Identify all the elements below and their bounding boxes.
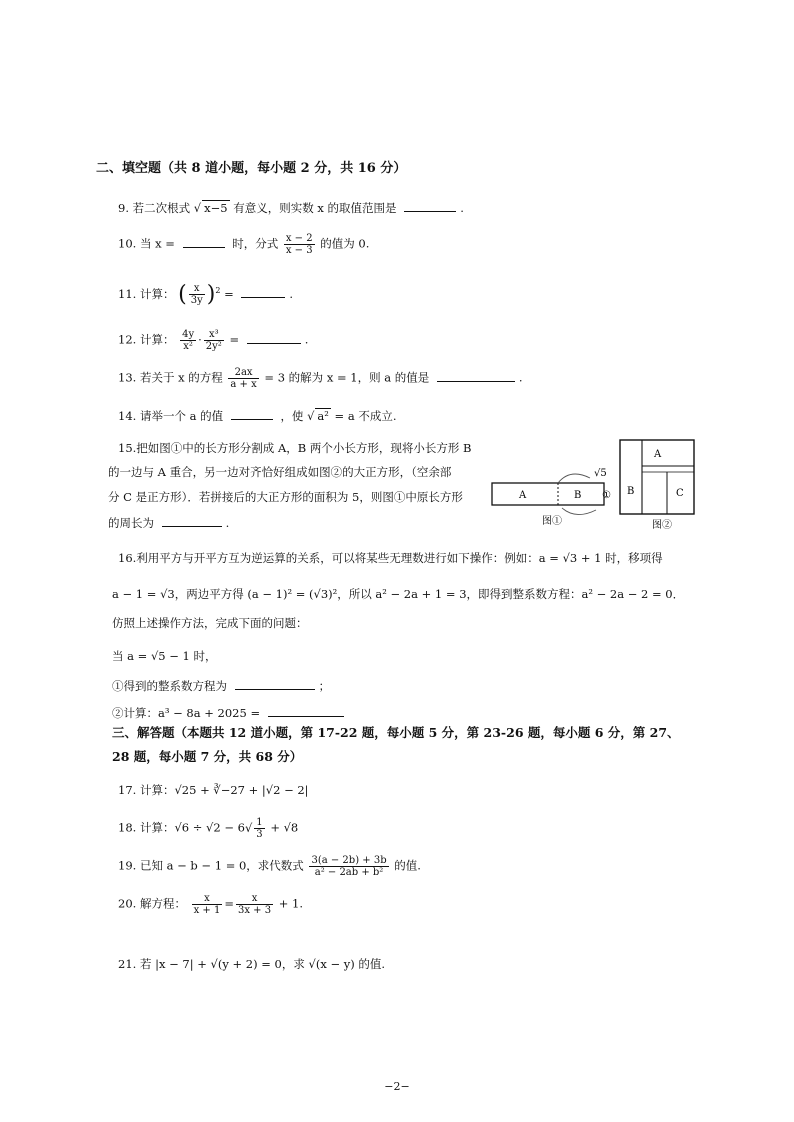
fig1-label-b: B	[574, 490, 582, 501]
q12-fraction-2	[204, 329, 224, 352]
q11-text-a: 计算：	[139, 286, 175, 301]
question-20	[118, 893, 303, 916]
question-19	[118, 855, 421, 878]
q19-numerator: 3(a − 2b) + 3b	[311, 855, 387, 866]
q17-text: 计算：√25 + ∛−27 + |√2 − 2|	[139, 783, 309, 797]
q9-text-b: 有意义，则实数 x 的取值范围是	[233, 201, 397, 215]
q11-fraction	[189, 283, 205, 306]
q16-line-1-text: 利用平方与开平方互为逆运算的关系，可以将某些无理数进行如下操作：例如：a = √3 + 1 时，移项得	[136, 551, 663, 565]
q12-dot: ·	[198, 332, 202, 347]
q19-text-b: 的值.	[394, 858, 421, 873]
q15-figure-1	[486, 458, 616, 528]
question-13	[118, 367, 523, 390]
q9-number: 9.	[118, 201, 129, 215]
q12-end: .	[304, 332, 309, 347]
q12-f1-denominator: x²	[183, 341, 193, 352]
q18-denominator: 3	[256, 829, 263, 840]
q16-line-1	[118, 550, 663, 566]
q14-text-c: = a 不成立.	[334, 409, 397, 423]
q20-text-a: 解方程：	[139, 896, 186, 911]
question-12	[118, 329, 308, 352]
q18-fraction	[254, 817, 264, 840]
q19-text-a: 已知 a − b − 1 = 0，求代数式	[139, 858, 304, 873]
question-10	[118, 233, 369, 256]
q12-f2-denominator: 2y²	[205, 341, 222, 352]
q16-sub-1-end: ；	[318, 679, 331, 693]
fig1-note: √5	[594, 468, 607, 479]
page-number: −2−	[384, 1080, 410, 1093]
q11-end: .	[289, 286, 294, 301]
q20-f2-numerator: x	[236, 893, 273, 905]
q15-line-2: 的一边与 A 重合，另一边对齐恰好组成如图②的大正方形，（空余部	[108, 465, 452, 479]
q20-f1-numerator: x	[192, 893, 223, 905]
question-21	[118, 956, 385, 972]
q16-sub-2-text: ②计算：a³ − 8a + 2025 =	[112, 706, 261, 720]
q13-fraction	[228, 367, 258, 390]
q18-numerator: 1	[256, 817, 263, 828]
q18-radical: √ $\frac{1}{3}$	[244, 817, 263, 840]
q12-text-b: =	[229, 332, 240, 347]
q11-text-b: =	[224, 286, 234, 301]
q16-sub-1	[112, 677, 330, 694]
q11-power: 2	[215, 286, 221, 295]
q14-text-b: ，使	[280, 409, 304, 423]
q16-line-2: a − 1 = √3，两边平方得 (a − 1)² = (√3)²，所以 a² − 2a + 1 = 3，即得到整系数方程：a² − 2a − 2 = 0．	[112, 587, 685, 601]
q14-radicand: a²	[317, 409, 329, 423]
q21-number: 21.	[118, 957, 137, 971]
q13-end: .	[518, 370, 523, 385]
q10-fraction	[284, 233, 315, 256]
q12-text-a: 计算：	[139, 332, 175, 347]
q18-text-b: + √8	[270, 820, 299, 835]
fig2-label-c: C	[676, 488, 684, 499]
q21-text: 若 |x − 7| + √(y + 2) = 0，求 √(x − y) 的值.	[139, 957, 386, 971]
q10-numerator: x − 2	[285, 233, 313, 244]
fig1-label-a: A	[519, 490, 527, 501]
fig2-label-a: A	[654, 449, 662, 460]
q9-radical: √ x−5	[193, 201, 228, 215]
q20-fraction-2	[236, 893, 273, 916]
q11-answer-blank[interactable]	[241, 285, 285, 298]
question-18	[118, 817, 298, 840]
q18-number: 18.	[118, 820, 137, 835]
q10-number: 10.	[118, 236, 137, 251]
q14-radical: √ a²	[307, 409, 329, 423]
q14-number: 14.	[118, 409, 137, 423]
q12-f2-numerator: x³	[204, 329, 224, 341]
fig2-caption: 图②	[652, 520, 672, 531]
fig1-rectangle	[492, 483, 604, 505]
fig1-sketch-arc-bottom	[562, 508, 596, 515]
q13-text-a: 若关于 x 的方程	[139, 370, 223, 385]
q14-answer-blank[interactable]	[231, 407, 273, 420]
q16-sub-1-blank[interactable]	[235, 677, 315, 690]
q10-answer-blank[interactable]	[183, 235, 225, 248]
q15-line-3: 分 C 是正方形）．若拼接后的大正方形的面积为 5，则图①中原长方形	[108, 490, 463, 504]
q15-line-4-text: 的周长为	[108, 516, 154, 530]
q12-answer-blank[interactable]	[247, 331, 301, 344]
question-14	[118, 407, 397, 424]
q13-numerator: 2ax	[228, 367, 258, 379]
q10-denominator: x − 3	[285, 245, 313, 256]
q12-fraction-1	[180, 329, 196, 352]
fig1-caption: 图①	[542, 516, 562, 527]
q11-number: 11.	[118, 286, 137, 301]
q16-sub-2	[112, 704, 348, 721]
q13-number: 13.	[118, 370, 137, 385]
q15-line-4	[108, 514, 229, 531]
q11-right-paren: )	[206, 281, 216, 307]
q12-f1-numerator: 4y	[182, 329, 195, 340]
question-17	[118, 782, 309, 798]
q9-answer-blank[interactable]	[404, 199, 456, 212]
section-3-title-line-2: 28 题，每小题 7 分，共 68 分）	[112, 749, 303, 764]
q16-line-3: 仿照上述操作方法，完成下面的问题：	[112, 616, 308, 630]
q20-f1-denominator: x + 1	[193, 905, 221, 916]
fig1-circle-mark: ①	[602, 490, 611, 501]
fig1-sketch-arc	[558, 474, 590, 483]
q13-denominator: a + x	[230, 379, 257, 390]
q20-f2-denominator: 3x + 3	[238, 905, 272, 916]
section-3-title-line-1: 三、解答题（本题共 12 道小题，第 17-22 题，每小题 5 分，第 23-26 题，每小题 6 分，第 27、	[112, 725, 680, 740]
q19-denominator: a² − 2ab + b²	[314, 867, 384, 878]
q18-text-a: 计算：√6 ÷ √2 − 6	[139, 820, 245, 835]
q10-text-a: 当 x =	[139, 236, 175, 251]
q9-text-a: 若二次根式	[132, 201, 191, 215]
q16-sub-2-blank[interactable]	[268, 704, 344, 717]
q20-number: 20.	[118, 896, 137, 911]
q11-denominator: 3y	[190, 295, 203, 307]
q9-end: .	[460, 201, 464, 215]
q15-line-1-text: 把如图①中的长方形分割成 A，B 两个小长方形，现将小长方形 B	[136, 441, 472, 455]
q10-text-c: 的值为 0.	[320, 236, 370, 251]
q19-number: 19.	[118, 858, 137, 873]
q14-text-a: 请举一个 a 的值	[139, 409, 224, 423]
q10-text-b: 时，分式	[232, 236, 279, 251]
q11-numerator: x	[189, 283, 205, 295]
question-11	[118, 283, 293, 306]
q20-text-b: + 1.	[278, 896, 304, 911]
q9-radicand: x−5	[204, 201, 228, 215]
q16-line-4: 当 a = √5 − 1 时，	[112, 649, 217, 663]
q11-left-paren: (	[178, 281, 187, 307]
section-2-title: 二、填空题（共 8 道小题，每小题 2 分，共 16 分）	[96, 161, 407, 176]
q15-figure-2	[612, 436, 702, 532]
fig2-label-b: B	[627, 486, 635, 497]
q19-fraction	[309, 855, 388, 878]
q20-equals: =	[224, 896, 234, 911]
q15-line-1	[118, 440, 471, 456]
q12-number: 12.	[118, 332, 137, 347]
q17-number: 17.	[118, 783, 137, 797]
q15-end: .	[225, 516, 230, 530]
q15-number: 15.	[118, 441, 137, 455]
q20-fraction-1	[192, 893, 223, 916]
q15-answer-blank[interactable]	[162, 514, 222, 527]
question-9	[118, 199, 464, 216]
q16-sub-1-text: ①得到的整系数方程为	[112, 679, 227, 693]
q13-text-b: = 3 的解为 x = 1，则 a 的值是	[264, 370, 430, 385]
q13-answer-blank[interactable]	[437, 369, 515, 382]
q16-number: 16.	[118, 551, 137, 565]
